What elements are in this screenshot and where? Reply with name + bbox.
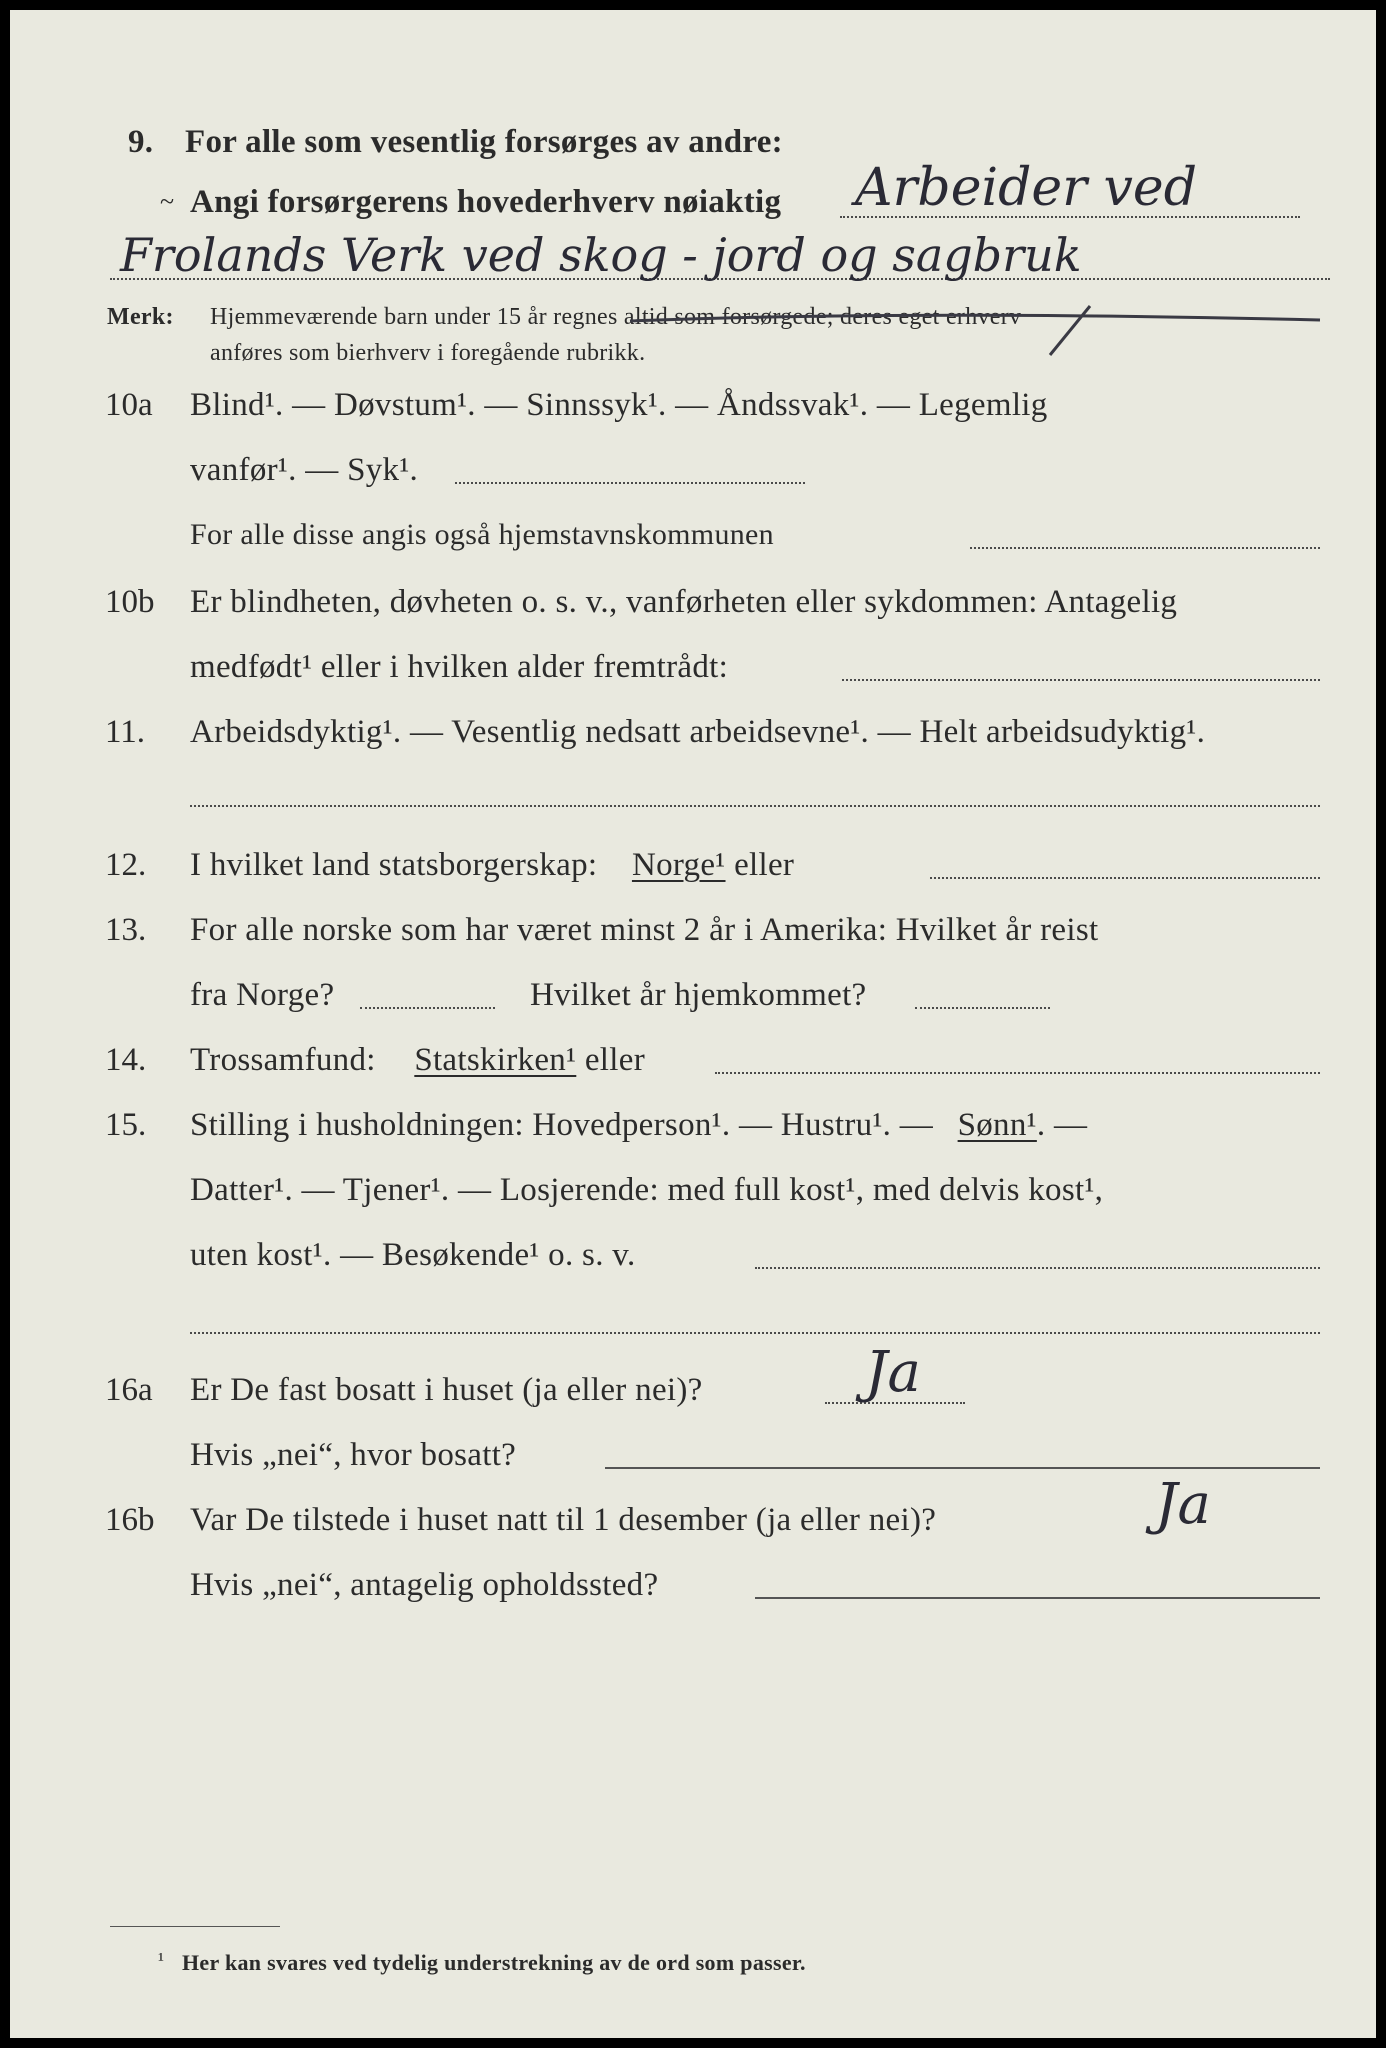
- q14-answer-line: [715, 1072, 1320, 1074]
- q11-line-1: Arbeidsdyktig¹. — Vesentlig nedsatt arbeidsevne¹. — Helt arbeidsudyktig¹.: [190, 714, 1206, 750]
- footnote-text: Her kan svares ved tydelig understrekning av de ord som passer.: [182, 1950, 806, 1975]
- q9-handwritten-answer-1: Arbeider ved: [855, 158, 1197, 218]
- q12-option-norge: Norge¹: [631, 847, 726, 883]
- q12-answer-line: [930, 877, 1320, 879]
- q14-number: 14.: [105, 1042, 147, 1078]
- q13-number: 13.: [105, 912, 147, 948]
- q10a-sick-line: [455, 482, 805, 484]
- q15-line-1: [190, 1105, 1087, 1145]
- q9-handwritten-answer-2: Frolands Verk ved skog - jord og sagbruk: [120, 228, 1082, 282]
- merk-note-line-2: anføres som bierhverv i foregående rubrikk.: [210, 340, 646, 366]
- q14-prompt: Trossamfund:: [190, 1042, 376, 1078]
- q10b-line-1: Er blindheten, døvheten o. s. v., vanførheten eller sykdommen: Antagelig: [190, 584, 1178, 620]
- q10a-line-1: Blind¹. — Døvstum¹. — Sinnssyk¹. — Åndssvak¹. — Legemlig: [190, 387, 1048, 423]
- q15-number: 15.: [105, 1107, 147, 1143]
- q16b-handwritten-answer: Ja: [1155, 1472, 1211, 1537]
- q12-prompt: I hvilket land statsborgerskap:: [190, 847, 598, 883]
- q15-line-1-end: . —: [1036, 1107, 1088, 1143]
- q10b-number: 10b: [105, 584, 155, 620]
- q16a-number: 16a: [105, 1372, 153, 1408]
- q12-or: eller: [734, 847, 795, 883]
- q14-text: [190, 1040, 645, 1080]
- q16a-residence-line: [605, 1467, 1320, 1469]
- q15-line-3: uten kost¹. — Besøkende¹ o. s. v.: [190, 1237, 636, 1273]
- q14-option-statskirken: Statskirken¹: [414, 1042, 577, 1078]
- census-form-page: [10, 10, 1376, 2038]
- footnote-mark: ¹: [158, 1949, 165, 1971]
- q15-answer-line-2: [190, 1332, 1320, 1334]
- merk-label: Merk:: [107, 304, 174, 330]
- q16b-number: 16b: [105, 1502, 155, 1538]
- q12-text: [190, 845, 794, 885]
- q11-answer-line: [190, 805, 1320, 807]
- q9-title: For alle som vesentlig forsørges av andre:: [185, 124, 783, 160]
- q10a-number: 10a: [105, 387, 153, 423]
- q15-option-sonn: Sønn¹: [957, 1107, 1037, 1143]
- q16a-line-1: Er De fast bosatt i huset (ja eller nei)?: [190, 1372, 703, 1408]
- q16b-stay-location-line: [755, 1597, 1320, 1599]
- tilde-mark: ~: [160, 187, 175, 216]
- q14-or: eller: [584, 1042, 645, 1078]
- merk-note-line-1: Hjemmeværende barn under 15 år regnes altid som forsørgede; deres eget erhverv: [210, 304, 1022, 330]
- q10b-answer-line: [842, 679, 1320, 681]
- q15-answer-line: [755, 1267, 1320, 1269]
- q13-line-2a: fra Norge?: [190, 977, 335, 1013]
- q16b-line-2: Hvis „nei“, antagelig opholdssted?: [190, 1567, 659, 1603]
- q16b-line-1: Var De tilstede i huset natt til 1 desember (ja eller nei)?: [190, 1502, 937, 1538]
- q9-number: 9.: [128, 124, 154, 160]
- q10a-line-2: vanfør¹. — Syk¹.: [190, 452, 419, 488]
- q10b-line-2: medfødt¹ eller i hvilken alder fremtrådt:: [190, 649, 729, 685]
- q9-prompt: Angi forsørgerens hovederhverv nøiaktig: [190, 184, 782, 220]
- footnote-rule: [110, 1926, 280, 1927]
- q16a-line-2: Hvis „nei“, hvor bosatt?: [190, 1437, 517, 1473]
- q10a-home-municipality-line: [970, 547, 1320, 549]
- q13-line-2b: Hvilket år hjemkommet?: [530, 977, 867, 1013]
- q12-number: 12.: [105, 847, 147, 883]
- q11-number: 11.: [105, 714, 146, 750]
- q15-line-1-text: Stilling i husholdningen: Hovedperson¹. — Hustru¹. —: [190, 1107, 934, 1143]
- q15-line-2: Datter¹. — Tjener¹. — Losjerende: med full kost¹, med delvis kost¹,: [190, 1172, 1104, 1208]
- q16a-handwritten-answer: Ja: [865, 1340, 921, 1405]
- q13-returned-year-line: [915, 1007, 1050, 1009]
- q13-line-1: For alle norske som har været minst 2 år i Amerika: Hvilket år reist: [190, 912, 1099, 948]
- q13-emigrated-year-line: [360, 1007, 495, 1009]
- q10a-line-3: For alle disse angis også hjemstavnskommunen: [190, 518, 774, 551]
